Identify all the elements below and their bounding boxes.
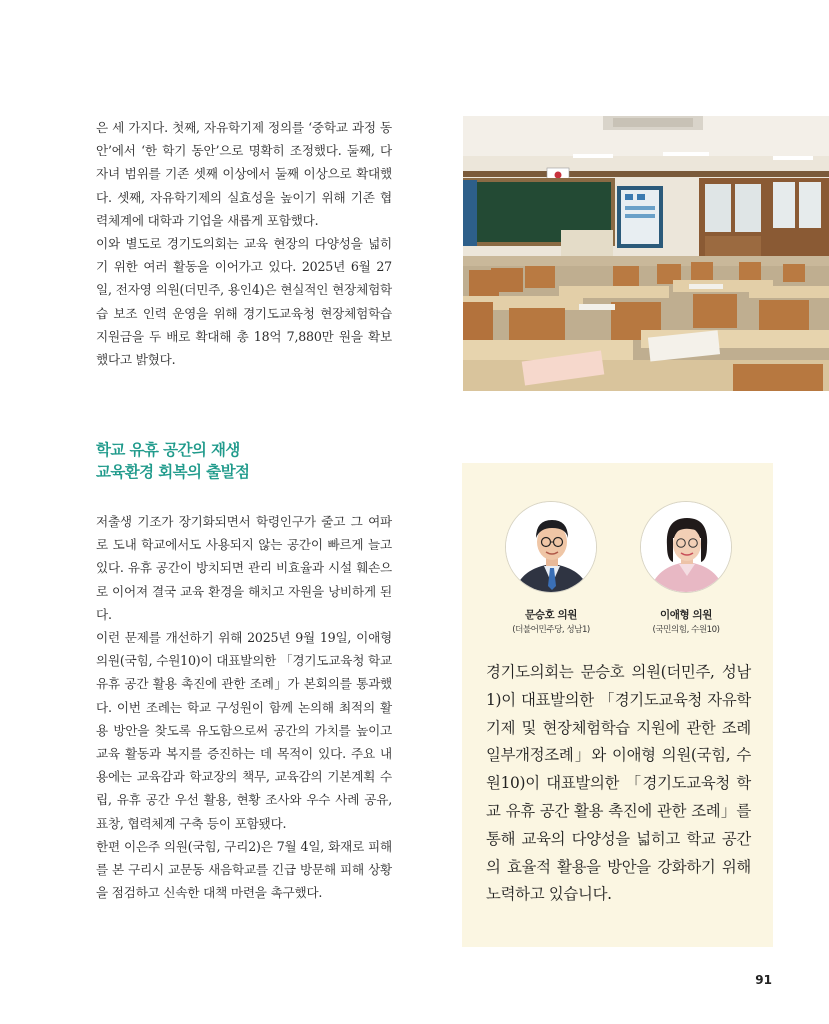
member-name: 문승호 의원 (525, 609, 577, 621)
article-paragraph: 이런 문제를 개선하기 위해 2025년 9월 19일, 이애형 의원(국힘, 수원10)이 대표발의한 「경기도교육청 학교 유휴 공간 활용 촉진에 관한 조례」가 본회의를 통과했다. 이번 조례는 학교 구성원이 함께 논의해 최적의 활용 방안을 찾도록 유도함으로써 공간의 가치를 높이고 교육 활동과 복지를 증진하는 데 목적이 있다. 주요 내용에는 교육감과 학교장의 책무, 교육감의 기본계획 수립, 유휴 공간 우선 활용, 현황 조사와 우수 사례 공유, 표창, 협력체계 구축 등이 포함됐다. (96, 630, 392, 831)
article-paragraph: 은 세 가지다. 첫째, 자유학기제 정의를 ‘중학교 과정 동안’에서 ‘한 학기 동안’으로 명확히 조정했다. 둘째, 다자녀 범위를 기존 셋째 이상에서 둘째 이상으로 확대했다. 셋째, 자유학기제의 실효성을 높이기 위해 기존 협력체계에 대학과 기업을 새롭게 포함했다. (96, 120, 392, 228)
page-number: 91 (755, 973, 772, 987)
member-party: (국민의힘, 수원10) (652, 625, 720, 635)
article-bottom-text (96, 510, 392, 904)
article-paragraph: 한편 이은주 의원(국힘, 구리2)은 7월 4일, 화재로 피해를 본 구리시 교문동 새음학교를 긴급 방문해 피해 상황을 점검하고 신속한 대책 마련을 촉구했다. (96, 838, 392, 901)
highlight-box (462, 463, 773, 947)
section-heading (96, 439, 396, 483)
article-top-text (96, 116, 392, 371)
member-portrait (640, 501, 732, 593)
article-paragraph: 이와 별도로 경기도의회는 교육 현장의 다양성을 넓히기 위한 여러 활동을 이어가고 있다. 2025년 6월 27일, 전자영 의원(더민주, 용인4)은 현실적인 현장체험학습 보조 인력 운영을 위해 경기도교육청 현장체험학습 지원금을 두 배로 확대해 총 18억 7,880만 원을 확보했다고 밝혔다. (96, 236, 392, 368)
member-party: (더불어민주당, 성남1) (512, 625, 590, 635)
member-portrait (505, 501, 597, 593)
section-heading-line-1: 학교 유휴 공간의 재생 (96, 441, 240, 459)
classroom-photo (463, 116, 829, 391)
section-heading-line-2: 교육환경 회복의 출발점 (96, 463, 250, 481)
article-paragraph: 저출생 기조가 장기화되면서 학령인구가 줄고 그 여파로 도내 학교에서도 사용되지 않는 공간이 빠르게 늘고 있다. 유휴 공간이 방치되면 관리 비효율과 시설 훼손으로 이어져 결국 교육 환경을 해치고 자원을 낭비하게 된다. (96, 514, 392, 622)
highlight-box-text: 경기도의회는 문승호 의원(더민주, 성남1)이 대표발의한 「경기도교육청 자유학기제 및 현장체험학습 지원에 관한 조례 일부개정조례」와 이애형 의원(국힘, 수원10)이 대표발의한 「경기도교육청 학교 유휴 공간 활용 촉진에 관한 조례」를 통해 교육의 다양성을 넓히고 학교 공간의 효율적 활용을 방안을 강화하기 위해 노력하고 있습니다. (486, 663, 751, 904)
member-name: 이애형 의원 (660, 609, 712, 621)
